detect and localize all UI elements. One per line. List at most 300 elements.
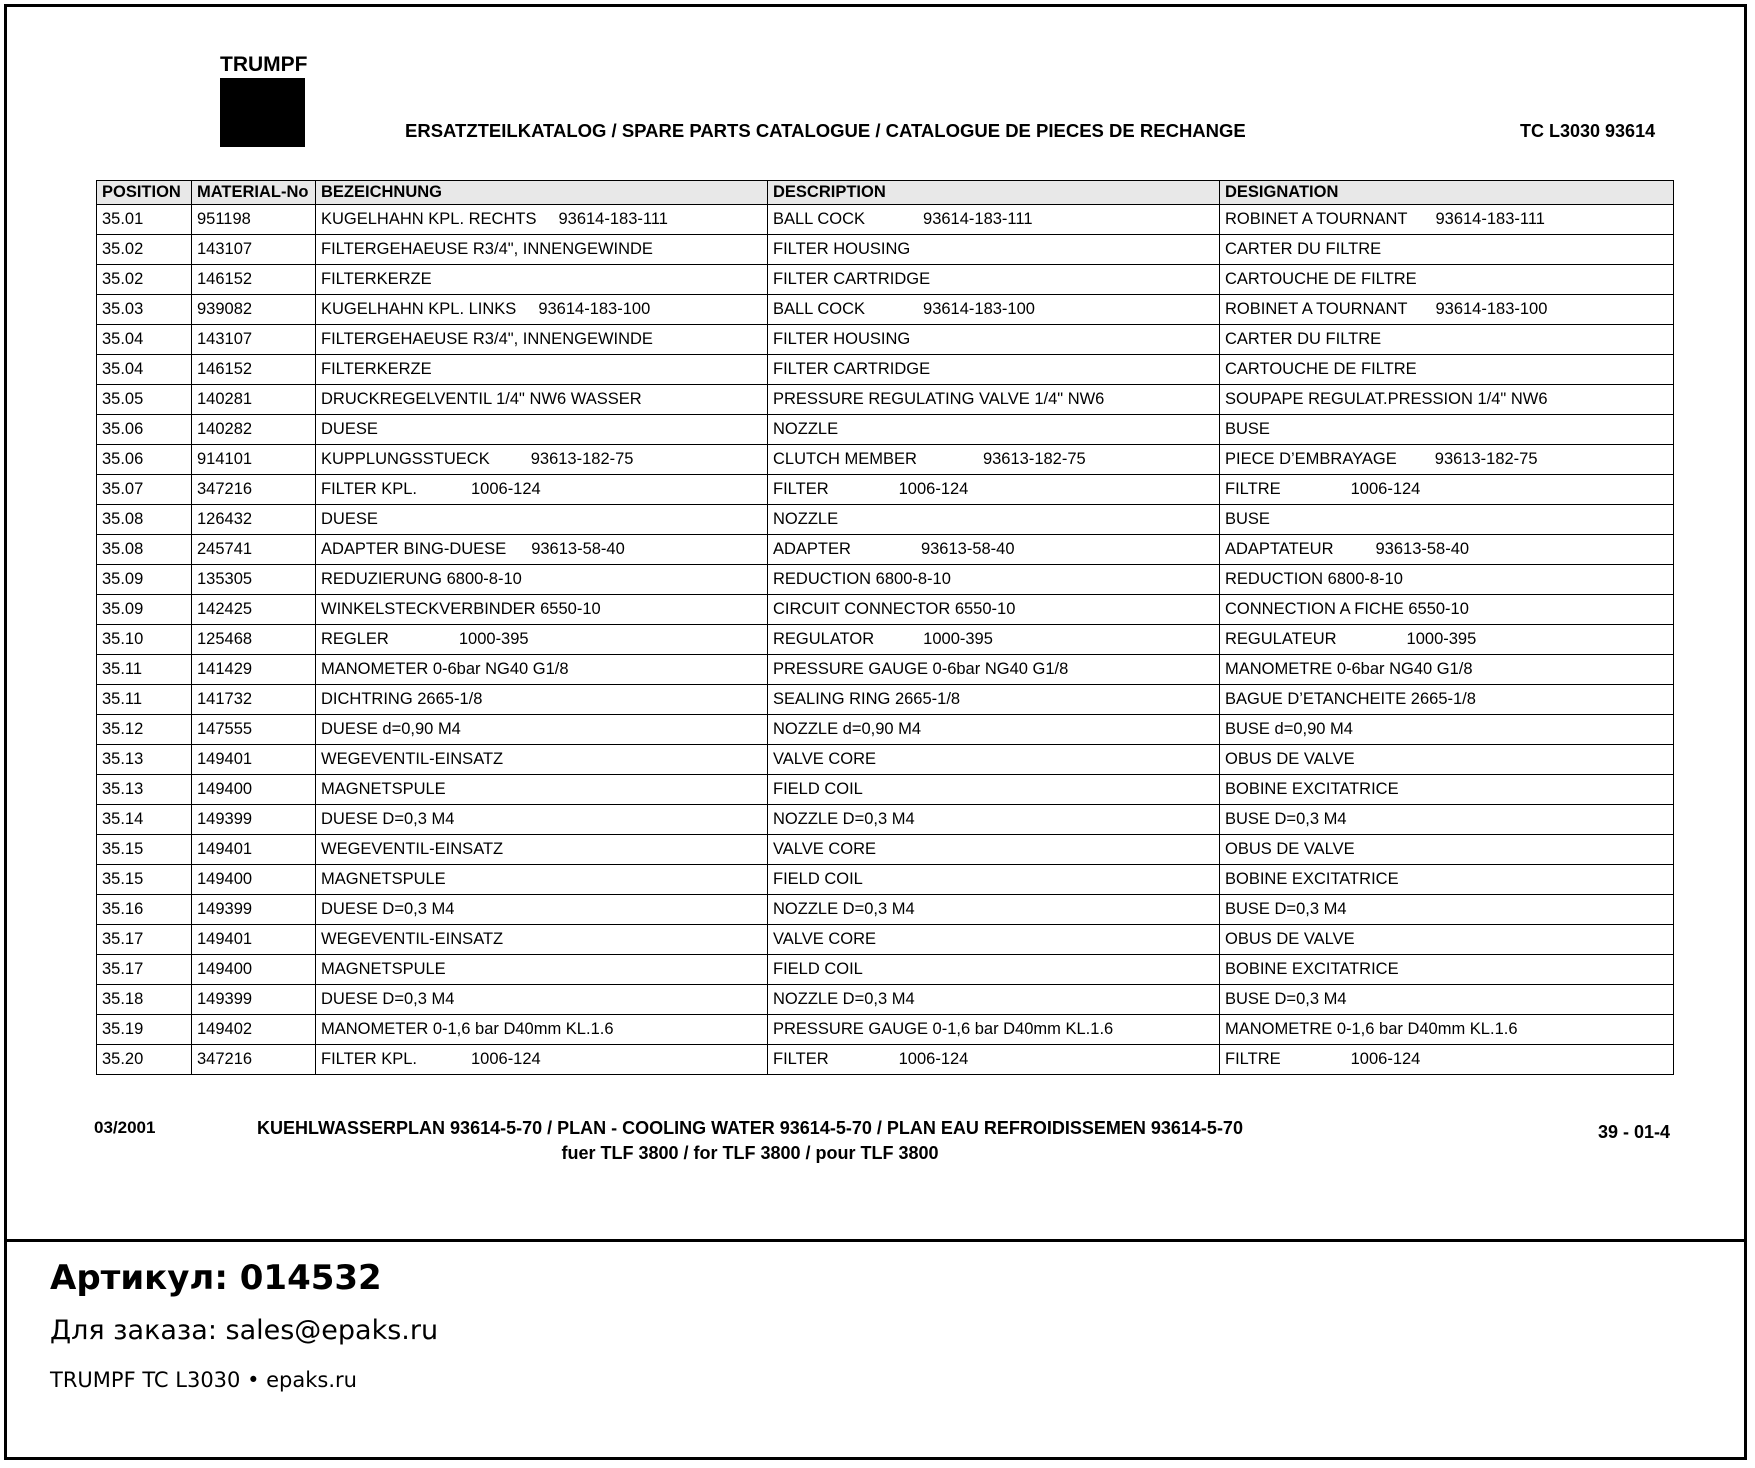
cell-description bbox=[768, 295, 1220, 325]
cell-position: 35.10 bbox=[97, 625, 192, 655]
cell-bezeichnung bbox=[316, 565, 768, 595]
cell-designation bbox=[1220, 985, 1674, 1015]
part-name: CLUTCH MEMBER bbox=[773, 450, 917, 468]
cell-designation bbox=[1220, 955, 1674, 985]
cell-position: 35.20 bbox=[97, 1045, 192, 1075]
part-name: FILTERGEHAEUSE R3/4", INNENGEWINDE bbox=[321, 240, 653, 258]
part-name: NOZZLE D=0,3 M4 bbox=[773, 990, 915, 1008]
cell-designation bbox=[1220, 835, 1674, 865]
table-row bbox=[97, 235, 1674, 265]
part-name: ADAPTATEUR bbox=[1225, 540, 1334, 558]
part-reference: 93614-183-111 bbox=[558, 210, 668, 228]
part-name: CARTOUCHE DE FILTRE bbox=[1225, 270, 1417, 288]
cell-position: 35.02 bbox=[97, 265, 192, 295]
part-name: WEGEVENTIL-EINSATZ bbox=[321, 840, 504, 858]
cell-description bbox=[768, 355, 1220, 385]
table-row bbox=[97, 505, 1674, 535]
cell-material-no: 141732 bbox=[192, 685, 316, 715]
table-row bbox=[97, 865, 1674, 895]
part-name: FIELD COIL bbox=[773, 870, 863, 888]
order-contact: Для заказа: sales@epaks.ru bbox=[50, 1315, 439, 1346]
cell-designation bbox=[1220, 505, 1674, 535]
cell-bezeichnung bbox=[316, 205, 768, 235]
cell-designation bbox=[1220, 475, 1674, 505]
cell-position: 35.02 bbox=[97, 235, 192, 265]
table-row bbox=[97, 355, 1674, 385]
cell-designation bbox=[1220, 775, 1674, 805]
page-number: 39 - 01-4 bbox=[1598, 1122, 1671, 1142]
plan-title-line1: KUEHLWASSERPLAN 93614-5-70 / PLAN - COOLING WATER 93614-5-70 / PLAN EAU REFROIDISSEMEN 93614-5-70 bbox=[257, 1118, 1243, 1138]
parts-table bbox=[96, 180, 1674, 1075]
table-row bbox=[97, 1015, 1674, 1045]
part-name: OBUS DE VALVE bbox=[1225, 750, 1355, 768]
part-name: WEGEVENTIL-EINSATZ bbox=[321, 930, 504, 948]
cell-material-no: 141429 bbox=[192, 655, 316, 685]
part-name: REGLER bbox=[321, 630, 389, 648]
part-name: ROBINET A TOURNANT bbox=[1225, 210, 1408, 228]
cell-description bbox=[768, 835, 1220, 865]
cell-bezeichnung bbox=[316, 235, 768, 265]
part-name: FILTER HOUSING bbox=[773, 330, 911, 348]
part-name: BUSE bbox=[1225, 420, 1270, 438]
part-reference: 93613-182-75 bbox=[1434, 450, 1538, 468]
cell-material-no: 914101 bbox=[192, 445, 316, 475]
part-name: CARTER DU FILTRE bbox=[1225, 240, 1382, 258]
cell-designation bbox=[1220, 355, 1674, 385]
cell-position: 35.12 bbox=[97, 715, 192, 745]
cell-bezeichnung bbox=[316, 835, 768, 865]
cell-designation bbox=[1220, 205, 1674, 235]
part-name: REGULATEUR bbox=[1225, 630, 1337, 648]
cell-material-no: 147555 bbox=[192, 715, 316, 745]
cell-description bbox=[768, 475, 1220, 505]
part-name: DUESE d=0,90 M4 bbox=[321, 720, 461, 738]
cell-material-no: 149399 bbox=[192, 895, 316, 925]
cell-position: 35.15 bbox=[97, 865, 192, 895]
cell-position: 35.11 bbox=[97, 655, 192, 685]
part-name: FILTER bbox=[773, 480, 829, 498]
part-name: KUGELHAHN KPL. RECHTS bbox=[321, 210, 537, 228]
cell-material-no: 146152 bbox=[192, 355, 316, 385]
cell-description bbox=[768, 565, 1220, 595]
cell-description bbox=[768, 1045, 1220, 1075]
table-row bbox=[97, 715, 1674, 745]
part-reference: 1006-124 bbox=[470, 480, 541, 498]
cell-bezeichnung bbox=[316, 745, 768, 775]
cell-material-no: 347216 bbox=[192, 475, 316, 505]
part-name: BUSE d=0,90 M4 bbox=[1225, 720, 1353, 738]
cell-material-no: 140281 bbox=[192, 385, 316, 415]
part-reference: 1000-395 bbox=[1406, 630, 1477, 648]
cell-description bbox=[768, 805, 1220, 835]
cell-bezeichnung bbox=[316, 355, 768, 385]
part-name: REDUZIERUNG 6800-8-10 bbox=[321, 570, 522, 588]
part-name: CARTER DU FILTRE bbox=[1225, 330, 1382, 348]
cell-description bbox=[768, 535, 1220, 565]
part-name: PRESSURE GAUGE 0-1,6 bar D40mm KL.1.6 bbox=[773, 1020, 1114, 1038]
cell-bezeichnung bbox=[316, 895, 768, 925]
col-description: DESCRIPTION bbox=[768, 181, 1220, 205]
cell-description bbox=[768, 595, 1220, 625]
cell-material-no: 149402 bbox=[192, 1015, 316, 1045]
cell-designation bbox=[1220, 745, 1674, 775]
cell-material-no: 143107 bbox=[192, 235, 316, 265]
table-row bbox=[97, 325, 1674, 355]
part-name: FILTER bbox=[773, 1050, 829, 1068]
part-reference: 93613-182-75 bbox=[982, 450, 1086, 468]
table-row bbox=[97, 895, 1674, 925]
cell-description bbox=[768, 265, 1220, 295]
table-row bbox=[97, 985, 1674, 1015]
table-row bbox=[97, 205, 1674, 235]
col-bezeichnung: BEZEICHNUNG bbox=[316, 181, 768, 205]
part-reference: 1006-124 bbox=[898, 480, 969, 498]
part-reference: 1006-124 bbox=[470, 1050, 541, 1068]
cell-bezeichnung bbox=[316, 685, 768, 715]
cell-position: 35.17 bbox=[97, 925, 192, 955]
part-name: OBUS DE VALVE bbox=[1225, 930, 1355, 948]
cell-material-no: 149399 bbox=[192, 985, 316, 1015]
catalogue-date: 03/2001 bbox=[94, 1118, 156, 1137]
table-row bbox=[97, 655, 1674, 685]
part-name: FILTER CARTRIDGE bbox=[773, 270, 931, 288]
part-name: WEGEVENTIL-EINSATZ bbox=[321, 750, 504, 768]
cell-bezeichnung bbox=[316, 445, 768, 475]
cell-position: 35.14 bbox=[97, 805, 192, 835]
cell-position: 35.06 bbox=[97, 415, 192, 445]
part-name: NOZZLE D=0,3 M4 bbox=[773, 810, 915, 828]
part-name: DRUCKREGELVENTIL 1/4" NW6 WASSER bbox=[321, 390, 642, 408]
cell-material-no: 951198 bbox=[192, 205, 316, 235]
cell-description bbox=[768, 235, 1220, 265]
part-reference: 1006-124 bbox=[1350, 480, 1421, 498]
part-reference: 1006-124 bbox=[1350, 1050, 1421, 1068]
table-row bbox=[97, 925, 1674, 955]
cell-bezeichnung bbox=[316, 265, 768, 295]
cell-material-no: 149401 bbox=[192, 745, 316, 775]
cell-bezeichnung bbox=[316, 865, 768, 895]
table-row bbox=[97, 295, 1674, 325]
plan-title bbox=[230, 1116, 1270, 1166]
part-name: MANOMETRE 0-6bar NG40 G1/8 bbox=[1225, 660, 1473, 678]
cell-position: 35.11 bbox=[97, 685, 192, 715]
cell-description bbox=[768, 385, 1220, 415]
part-reference: 1006-124 bbox=[898, 1050, 969, 1068]
part-name: KUPPLUNGSSTUECK bbox=[321, 450, 490, 468]
part-name: BALL COCK bbox=[773, 300, 866, 318]
cell-bezeichnung bbox=[316, 505, 768, 535]
part-name: DUESE D=0,3 M4 bbox=[321, 900, 455, 918]
plan-title-line2: fuer TLF 3800 / for TLF 3800 / pour TLF 3800 bbox=[561, 1143, 939, 1163]
table-row bbox=[97, 445, 1674, 475]
part-name: KUGELHAHN KPL. LINKS bbox=[321, 300, 517, 318]
cell-description bbox=[768, 985, 1220, 1015]
part-name: WINKELSTECKVERBINDER 6550-10 bbox=[321, 600, 601, 618]
cell-description bbox=[768, 415, 1220, 445]
table-row bbox=[97, 955, 1674, 985]
part-name: BUSE bbox=[1225, 510, 1270, 528]
catalogue-title: ERSATZTEILKATALOG / SPARE PARTS CATALOGUE / CATALOGUE DE PIECES DE RECHANGE bbox=[405, 120, 1246, 141]
part-name: MAGNETSPULE bbox=[321, 870, 446, 888]
cell-material-no: 149401 bbox=[192, 925, 316, 955]
part-name: MANOMETRE 0-1,6 bar D40mm KL.1.6 bbox=[1225, 1020, 1518, 1038]
part-name: FILTER KPL. bbox=[321, 1050, 417, 1068]
part-name: FILTER HOUSING bbox=[773, 240, 911, 258]
cell-material-no: 245741 bbox=[192, 535, 316, 565]
cell-position: 35.09 bbox=[97, 595, 192, 625]
part-name: BAGUE D’ETANCHEITE 2665-1/8 bbox=[1225, 690, 1476, 708]
cell-bezeichnung bbox=[316, 1015, 768, 1045]
cell-description bbox=[768, 505, 1220, 535]
cell-bezeichnung bbox=[316, 595, 768, 625]
cell-designation bbox=[1220, 415, 1674, 445]
cell-position: 35.19 bbox=[97, 1015, 192, 1045]
table-row bbox=[97, 805, 1674, 835]
cell-material-no: 126432 bbox=[192, 505, 316, 535]
part-name: DUESE D=0,3 M4 bbox=[321, 810, 455, 828]
cell-description bbox=[768, 655, 1220, 685]
part-name: FILTERGEHAEUSE R3/4", INNENGEWINDE bbox=[321, 330, 653, 348]
cell-designation bbox=[1220, 385, 1674, 415]
cell-designation bbox=[1220, 445, 1674, 475]
table-row bbox=[97, 475, 1674, 505]
table-row bbox=[97, 745, 1674, 775]
cell-designation bbox=[1220, 715, 1674, 745]
part-name: REDUCTION 6800-8-10 bbox=[773, 570, 951, 588]
table-row bbox=[97, 775, 1674, 805]
part-name: BUSE D=0,3 M4 bbox=[1225, 990, 1347, 1008]
cell-designation bbox=[1220, 535, 1674, 565]
table-row bbox=[97, 685, 1674, 715]
part-name: ROBINET A TOURNANT bbox=[1225, 300, 1408, 318]
cell-material-no: 149401 bbox=[192, 835, 316, 865]
cell-bezeichnung bbox=[316, 415, 768, 445]
cell-material-no: 149400 bbox=[192, 775, 316, 805]
cell-position: 35.05 bbox=[97, 385, 192, 415]
part-reference: 93614-183-100 bbox=[923, 300, 1035, 318]
cell-description bbox=[768, 865, 1220, 895]
part-name: PRESSURE GAUGE 0-6bar NG40 G1/8 bbox=[773, 660, 1069, 678]
part-name: MANOMETER 0-1,6 bar D40mm KL.1.6 bbox=[321, 1020, 614, 1038]
part-name: FILTER KPL. bbox=[321, 480, 417, 498]
table-row bbox=[97, 595, 1674, 625]
part-name: BOBINE EXCITATRICE bbox=[1225, 870, 1399, 888]
cell-description bbox=[768, 715, 1220, 745]
table-header-row bbox=[97, 181, 1674, 205]
cell-position: 35.04 bbox=[97, 325, 192, 355]
cell-designation bbox=[1220, 565, 1674, 595]
part-name: FIELD COIL bbox=[773, 960, 863, 978]
table-row bbox=[97, 385, 1674, 415]
cell-description bbox=[768, 1015, 1220, 1045]
cell-material-no: 146152 bbox=[192, 265, 316, 295]
part-name: MANOMETER 0-6bar NG40 G1/8 bbox=[321, 660, 569, 678]
cell-description bbox=[768, 325, 1220, 355]
part-name: BOBINE EXCITATRICE bbox=[1225, 780, 1399, 798]
cell-bezeichnung bbox=[316, 475, 768, 505]
cell-material-no: 347216 bbox=[192, 1045, 316, 1075]
cell-material-no: 143107 bbox=[192, 325, 316, 355]
part-reference: 93614-183-100 bbox=[538, 300, 651, 318]
part-name: VALVE CORE bbox=[773, 930, 877, 948]
col-position: POSITION bbox=[97, 181, 192, 205]
cell-description bbox=[768, 895, 1220, 925]
logo-text: TRUMPF bbox=[220, 53, 308, 76]
cell-bezeichnung bbox=[316, 625, 768, 655]
cell-material-no: 939082 bbox=[192, 295, 316, 325]
cell-description bbox=[768, 625, 1220, 655]
table-row bbox=[97, 625, 1674, 655]
table-row bbox=[97, 565, 1674, 595]
cell-bezeichnung bbox=[316, 385, 768, 415]
cell-designation bbox=[1220, 325, 1674, 355]
table-row bbox=[97, 535, 1674, 565]
cell-description bbox=[768, 745, 1220, 775]
cell-designation bbox=[1220, 1045, 1674, 1075]
part-reference: 93614-183-111 bbox=[923, 210, 1033, 228]
cell-description bbox=[768, 685, 1220, 715]
part-name: MAGNETSPULE bbox=[321, 960, 446, 978]
table-row bbox=[97, 265, 1674, 295]
part-name: NOZZLE bbox=[773, 420, 839, 438]
part-name: NOZZLE D=0,3 M4 bbox=[773, 900, 915, 918]
part-name: BUSE D=0,3 M4 bbox=[1225, 900, 1347, 918]
part-reference: 93613-182-75 bbox=[530, 450, 634, 468]
part-name: VALVE CORE bbox=[773, 750, 877, 768]
part-name: OBUS DE VALVE bbox=[1225, 840, 1355, 858]
cell-description bbox=[768, 955, 1220, 985]
part-name: NOZZLE bbox=[773, 510, 839, 528]
cell-position: 35.18 bbox=[97, 985, 192, 1015]
part-name: FIELD COIL bbox=[773, 780, 863, 798]
cell-designation bbox=[1220, 295, 1674, 325]
cell-position: 35.06 bbox=[97, 445, 192, 475]
table-row bbox=[97, 415, 1674, 445]
cell-designation bbox=[1220, 895, 1674, 925]
cell-material-no: 149400 bbox=[192, 955, 316, 985]
cell-bezeichnung bbox=[316, 325, 768, 355]
part-name: DUESE bbox=[321, 420, 378, 438]
cell-designation bbox=[1220, 805, 1674, 835]
cell-bezeichnung bbox=[316, 985, 768, 1015]
cell-designation bbox=[1220, 1015, 1674, 1045]
cell-description bbox=[768, 925, 1220, 955]
part-reference: 93613-58-40 bbox=[531, 540, 625, 558]
cell-position: 35.13 bbox=[97, 745, 192, 775]
cell-designation bbox=[1220, 625, 1674, 655]
cell-designation bbox=[1220, 595, 1674, 625]
part-name: BOBINE EXCITATRICE bbox=[1225, 960, 1399, 978]
cell-designation bbox=[1220, 685, 1674, 715]
cell-position: 35.13 bbox=[97, 775, 192, 805]
cell-bezeichnung bbox=[316, 955, 768, 985]
cell-bezeichnung bbox=[316, 805, 768, 835]
part-name: FILTERKERZE bbox=[321, 360, 432, 378]
part-name: PRESSURE REGULATING VALVE 1/4" NW6 bbox=[773, 390, 1105, 408]
part-name: CONNECTION A FICHE 6550-10 bbox=[1225, 600, 1469, 618]
part-reference: 1000-395 bbox=[923, 630, 993, 648]
cell-designation bbox=[1220, 655, 1674, 685]
cell-bezeichnung bbox=[316, 715, 768, 745]
part-name: PIECE D’EMBRAYAGE bbox=[1225, 450, 1397, 468]
part-name: DICHTRING 2665-1/8 bbox=[321, 690, 483, 708]
cell-bezeichnung bbox=[316, 535, 768, 565]
cell-position: 35.01 bbox=[97, 205, 192, 235]
article-number: Артикул: 014532 bbox=[50, 1258, 382, 1298]
cell-position: 35.08 bbox=[97, 535, 192, 565]
part-name: FILTERKERZE bbox=[321, 270, 432, 288]
part-name: FILTER CARTRIDGE bbox=[773, 360, 931, 378]
cell-position: 35.03 bbox=[97, 295, 192, 325]
cell-description bbox=[768, 775, 1220, 805]
cell-position: 35.16 bbox=[97, 895, 192, 925]
part-reference: 93614-183-100 bbox=[1435, 300, 1548, 318]
cell-designation bbox=[1220, 265, 1674, 295]
part-name: FILTRE bbox=[1225, 480, 1281, 498]
cell-description bbox=[768, 445, 1220, 475]
cell-bezeichnung bbox=[316, 925, 768, 955]
machine-code: TC L3030 93614 bbox=[1520, 121, 1656, 141]
brand-line: TRUMPF TC L3030 • epaks.ru bbox=[50, 1368, 357, 1392]
part-name: CARTOUCHE DE FILTRE bbox=[1225, 360, 1417, 378]
part-name: MAGNETSPULE bbox=[321, 780, 446, 798]
section-divider bbox=[4, 1239, 1747, 1242]
cell-description bbox=[768, 205, 1220, 235]
cell-material-no: 125468 bbox=[192, 625, 316, 655]
part-reference: 93613-58-40 bbox=[1375, 540, 1470, 558]
cell-material-no: 142425 bbox=[192, 595, 316, 625]
cell-material-no: 149399 bbox=[192, 805, 316, 835]
part-reference: 93613-58-40 bbox=[920, 540, 1015, 558]
cell-position: 35.17 bbox=[97, 955, 192, 985]
cell-position: 35.09 bbox=[97, 565, 192, 595]
part-name: NOZZLE d=0,90 M4 bbox=[773, 720, 922, 738]
cell-designation bbox=[1220, 235, 1674, 265]
part-name: SEALING RING 2665-1/8 bbox=[773, 690, 961, 708]
cell-material-no: 135305 bbox=[192, 565, 316, 595]
part-name: REGULATOR bbox=[773, 630, 875, 648]
cell-material-no: 149400 bbox=[192, 865, 316, 895]
part-reference: 1000-395 bbox=[458, 630, 529, 648]
col-designation: DESIGNATION bbox=[1220, 181, 1674, 205]
part-name: REDUCTION 6800-8-10 bbox=[1225, 570, 1403, 588]
part-name: VALVE CORE bbox=[773, 840, 877, 858]
table-row bbox=[97, 1045, 1674, 1075]
part-name: CIRCUIT CONNECTOR 6550-10 bbox=[773, 600, 1016, 618]
part-name: FILTRE bbox=[1225, 1050, 1281, 1068]
part-name: DUESE bbox=[321, 510, 378, 528]
cell-bezeichnung bbox=[316, 655, 768, 685]
part-name: BALL COCK bbox=[773, 210, 866, 228]
part-name: DUESE D=0,3 M4 bbox=[321, 990, 455, 1008]
cell-position: 35.07 bbox=[97, 475, 192, 505]
part-reference: 93614-183-111 bbox=[1435, 210, 1545, 228]
table-row bbox=[97, 835, 1674, 865]
col-material-no: MATERIAL-No bbox=[192, 181, 316, 205]
trumpf-logo bbox=[220, 54, 306, 147]
part-name: ADAPTER BING-DUESE bbox=[321, 540, 507, 558]
cell-bezeichnung bbox=[316, 775, 768, 805]
cell-position: 35.04 bbox=[97, 355, 192, 385]
part-name: ADAPTER bbox=[773, 540, 851, 558]
cell-designation bbox=[1220, 925, 1674, 955]
cell-bezeichnung bbox=[316, 295, 768, 325]
part-name: BUSE D=0,3 M4 bbox=[1225, 810, 1347, 828]
cell-bezeichnung bbox=[316, 1045, 768, 1075]
logo-block bbox=[220, 78, 305, 147]
part-name: SOUPAPE REGULAT.PRESSION 1/4" NW6 bbox=[1225, 390, 1548, 408]
cell-position: 35.15 bbox=[97, 835, 192, 865]
